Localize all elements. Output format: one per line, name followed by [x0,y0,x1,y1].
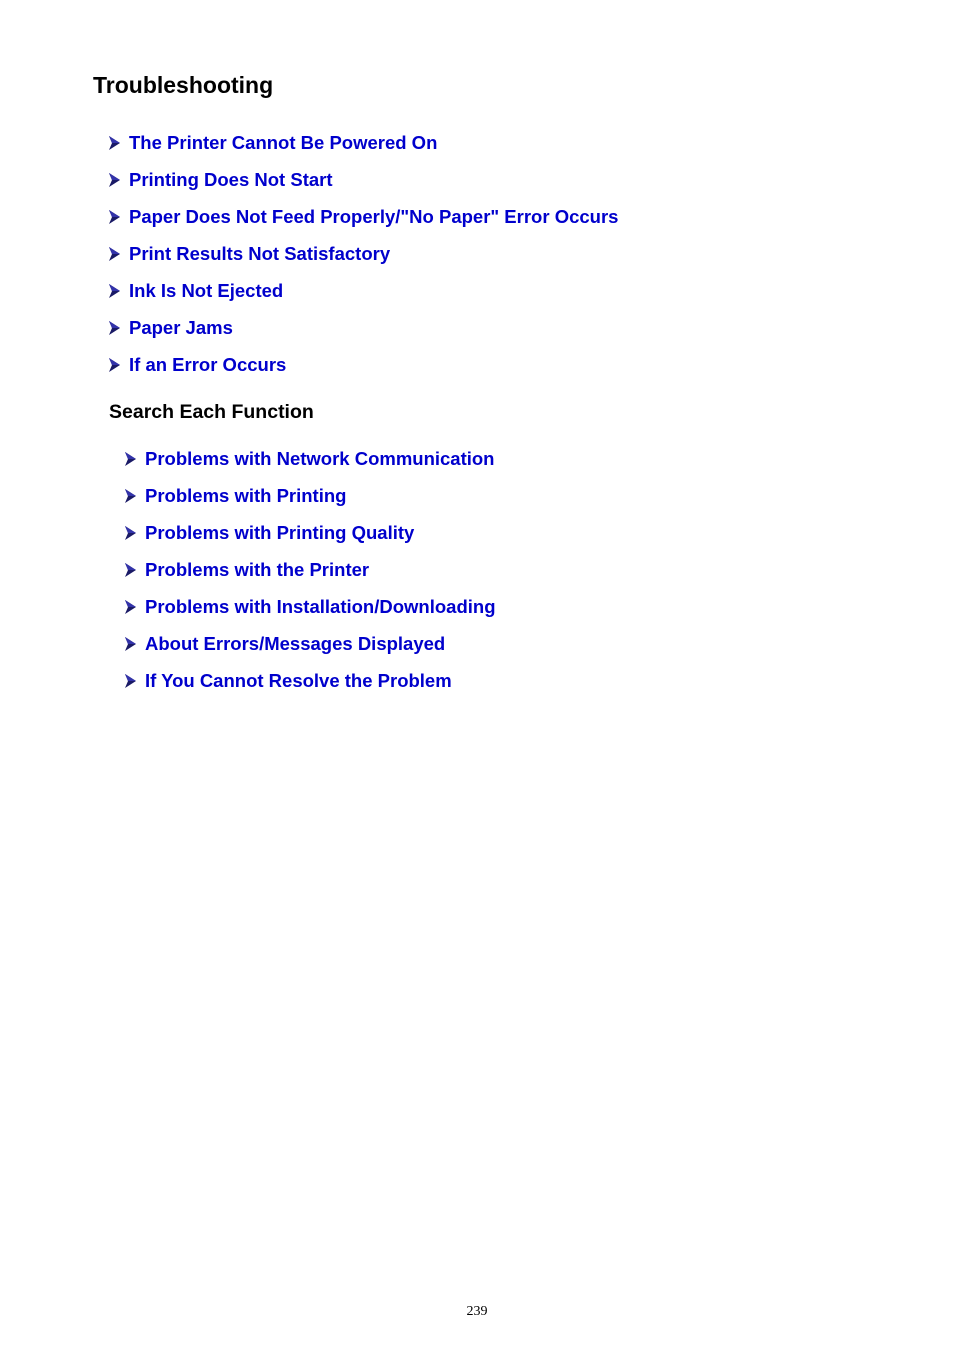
list-item [108,272,618,309]
arrow-right-icon [124,563,136,577]
link-network-communication[interactable]: Problems with Network Communication [145,447,495,469]
list-item [124,662,496,699]
list-item [108,161,618,198]
arrow-right-icon [108,247,120,261]
link-printing-does-not-start[interactable]: Printing Does Not Start [129,168,333,190]
page-title: Troubleshooting [93,72,274,98]
arrow-right-icon [124,600,136,614]
arrow-right-icon [108,358,120,372]
link-printing-quality[interactable]: Problems with Printing Quality [145,521,415,543]
list-item [108,309,618,346]
arrow-right-icon [124,637,136,651]
link-paper-jams[interactable]: Paper Jams [129,316,233,338]
arrow-right-icon [124,489,136,503]
link-if-an-error-occurs[interactable]: If an Error Occurs [129,353,287,375]
arrow-right-icon [108,173,120,187]
list-item [124,514,496,551]
search-function-link-list [124,440,496,699]
list-item [124,625,496,662]
link-errors-messages-displayed[interactable]: About Errors/Messages Displayed [145,632,446,654]
arrow-right-icon [108,284,120,298]
link-problems-with-the-printer[interactable]: Problems with the Printer [145,558,370,580]
list-item [124,588,496,625]
arrow-right-icon [108,210,120,224]
page-number: 239 [466,1304,488,1319]
list-item [124,551,496,588]
link-ink-is-not-ejected[interactable]: Ink Is Not Ejected [129,279,284,301]
arrow-right-icon [124,674,136,688]
arrow-right-icon [108,321,120,335]
arrow-right-icon [124,526,136,540]
link-cannot-resolve-problem[interactable]: If You Cannot Resolve the Problem [145,669,452,691]
link-problems-with-printing[interactable]: Problems with Printing [145,484,347,506]
list-item [124,477,496,514]
arrow-right-icon [108,136,120,150]
troubleshooting-link-list [108,124,618,383]
link-print-results-not-satisfactory[interactable]: Print Results Not Satisfactory [129,242,391,264]
list-item [108,235,618,272]
list-item [108,346,618,383]
link-installation-downloading[interactable]: Problems with Installation/Downloading [145,595,496,617]
list-item [108,198,618,235]
list-item [108,124,618,161]
arrow-right-icon [124,452,136,466]
link-printer-cannot-be-powered-on[interactable]: The Printer Cannot Be Powered On [129,131,438,153]
section-heading-search-each-function: Search Each Function [109,401,314,423]
link-paper-does-not-feed[interactable]: Paper Does Not Feed Properly/"No Paper" Error Occurs [129,205,619,227]
list-item [124,440,496,477]
